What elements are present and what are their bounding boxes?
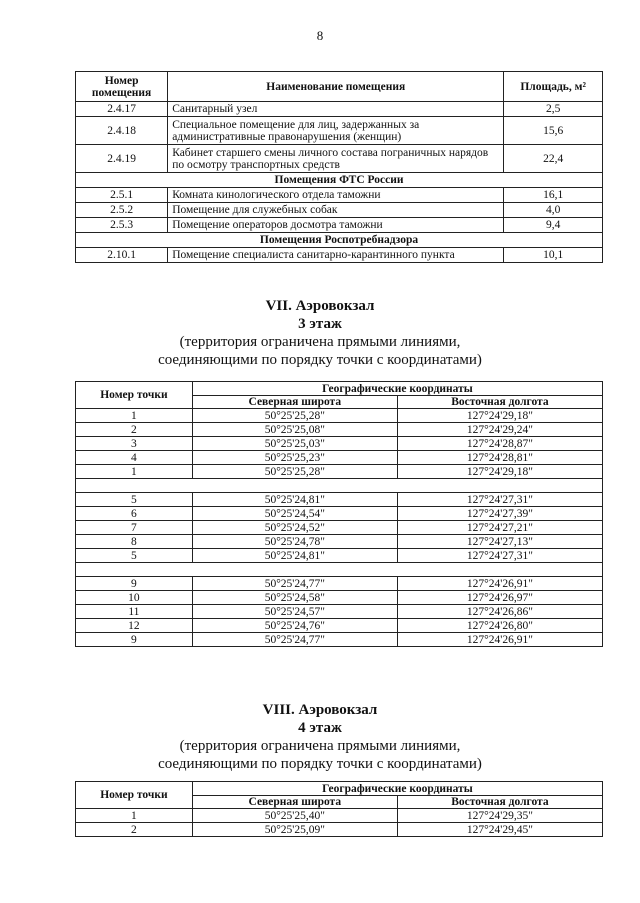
north-latitude: 50°25'25,28" <box>192 409 397 423</box>
room-number: 2.5.2 <box>76 203 168 218</box>
room-number: 2.4.18 <box>76 117 168 145</box>
east-longitude: 127°24'29,24" <box>397 423 602 437</box>
page-number: 8 <box>316 28 324 43</box>
east-longitude: 127°24'27,31" <box>397 549 602 563</box>
point-number: 9 <box>76 577 193 591</box>
spacer-row <box>76 563 603 577</box>
east-longitude: 127°24'29,45" <box>397 823 602 837</box>
north-latitude: 50°25'25,23" <box>192 451 397 465</box>
room-number: 2.4.17 <box>76 102 168 117</box>
point-number: 12 <box>76 619 193 633</box>
coordinate-row <box>76 521 603 535</box>
header-room-name: Наименование помещения <box>168 72 504 102</box>
coordinate-row <box>76 605 603 619</box>
coordinates-table-floor3-body <box>76 409 603 647</box>
header-north-latitude: Северная широта <box>192 396 397 409</box>
east-longitude: 127°24'26,97" <box>397 591 602 605</box>
east-longitude: 127°24'28,87" <box>397 437 602 451</box>
header-room-number: Номер помещения <box>76 72 168 102</box>
east-longitude: 127°24'27,21" <box>397 521 602 535</box>
room-row <box>76 248 603 263</box>
north-latitude: 50°25'24,77" <box>192 633 397 647</box>
section8-floor: 4 этаж <box>298 720 342 736</box>
rooms-table-header <box>76 72 603 102</box>
room-name: Комната кинологического отдела таможни <box>168 188 504 203</box>
room-row <box>76 218 603 233</box>
north-latitude: 50°25'24,76" <box>192 619 397 633</box>
header-point-number: Номер точки <box>76 382 193 409</box>
point-number: 1 <box>76 409 193 423</box>
section7-description-line1: (территория ограничена прямыми линиями, <box>179 334 461 350</box>
room-area: 2,5 <box>504 102 603 117</box>
spacer-cell <box>76 479 603 493</box>
coordinate-row <box>76 591 603 605</box>
coordinates-table-floor4-body <box>76 809 603 837</box>
east-longitude: 127°24'26,91" <box>397 633 602 647</box>
point-number: 1 <box>76 809 193 823</box>
room-name: Кабинет старшего смены личного состава пограничных нарядов по осмотру транспортных средств <box>168 145 504 173</box>
point-number: 7 <box>76 521 193 535</box>
north-latitude: 50°25'24,81" <box>192 549 397 563</box>
room-name: Санитарный узел <box>168 102 504 117</box>
header-east-longitude: Восточная долгота <box>397 396 602 409</box>
room-name: Специальное помещение для лиц, задержанных за административные правонарушения (женщин) <box>168 117 504 145</box>
room-name: Помещение для служебных собак <box>168 203 504 218</box>
room-area: 10,1 <box>504 248 603 263</box>
east-longitude: 127°24'26,80" <box>397 619 602 633</box>
room-name: Помещение операторов досмотра таможни <box>168 218 504 233</box>
point-number: 6 <box>76 507 193 521</box>
coordinate-row <box>76 633 603 647</box>
point-number: 3 <box>76 437 193 451</box>
coordinate-row <box>76 437 603 451</box>
rooms-table <box>75 71 603 263</box>
north-latitude: 50°25'25,08" <box>192 423 397 437</box>
east-longitude: 127°24'28,81" <box>397 451 602 465</box>
room-row <box>76 102 603 117</box>
east-longitude: 127°24'27,31" <box>397 493 602 507</box>
north-latitude: 50°25'24,52" <box>192 521 397 535</box>
room-area: 22,4 <box>504 145 603 173</box>
north-latitude: 50°25'24,78" <box>192 535 397 549</box>
east-longitude: 127°24'27,39" <box>397 507 602 521</box>
coordinate-row <box>76 809 603 823</box>
point-number: 2 <box>76 823 193 837</box>
room-row <box>76 188 603 203</box>
east-longitude: 127°24'29,18" <box>397 465 602 479</box>
spacer-row <box>76 479 603 493</box>
spacer-cell <box>76 563 603 577</box>
room-row <box>76 145 603 173</box>
north-latitude: 50°25'25,28" <box>192 465 397 479</box>
section7-title: VII. Аэровокзал <box>265 298 375 314</box>
header-north-latitude: Северная широта <box>192 796 397 809</box>
north-latitude: 50°25'24,57" <box>192 605 397 619</box>
coordinate-row <box>76 823 603 837</box>
point-number: 5 <box>76 549 193 563</box>
header-point-number: Номер точки <box>76 782 193 809</box>
point-number: 11 <box>76 605 193 619</box>
coordinate-row <box>76 409 603 423</box>
room-number: 2.10.1 <box>76 248 168 263</box>
room-number: 2.5.1 <box>76 188 168 203</box>
east-longitude: 127°24'26,91" <box>397 577 602 591</box>
header-geo-coordinates: Географические координаты <box>192 782 602 796</box>
coordinate-row <box>76 451 603 465</box>
coordinate-row <box>76 423 603 437</box>
room-group-title: Помещения Роспотребнадзора <box>76 233 603 248</box>
section7-heading <box>0 297 640 369</box>
room-name: Помещение специалиста санитарно-карантинного пункта <box>168 248 504 263</box>
east-longitude: 127°24'29,35" <box>397 809 602 823</box>
point-number: 5 <box>76 493 193 507</box>
room-number: 2.5.3 <box>76 218 168 233</box>
room-group-title: Помещения ФТС России <box>76 173 603 188</box>
east-longitude: 127°24'29,18" <box>397 409 602 423</box>
coordinates-table-floor3 <box>75 381 603 647</box>
room-group-row <box>76 173 603 188</box>
coordinate-row <box>76 535 603 549</box>
room-area: 15,6 <box>504 117 603 145</box>
room-area: 9,4 <box>504 218 603 233</box>
coordinate-row <box>76 619 603 633</box>
rooms-table-body <box>76 102 603 263</box>
point-number: 9 <box>76 633 193 647</box>
section8-description-line2: соединяющими по порядку точки с координатами) <box>158 756 482 772</box>
point-number: 4 <box>76 451 193 465</box>
coordinates-table-floor4 <box>75 781 603 837</box>
coordinate-row <box>76 507 603 521</box>
point-number: 2 <box>76 423 193 437</box>
north-latitude: 50°25'24,54" <box>192 507 397 521</box>
section8-title: VIII. Аэровокзал <box>262 702 378 718</box>
room-area: 16,1 <box>504 188 603 203</box>
point-number: 1 <box>76 465 193 479</box>
header-room-area: Площадь, м² <box>504 72 603 102</box>
section7-description-line2: соединяющими по порядку точки с координатами) <box>158 352 482 368</box>
north-latitude: 50°25'24,77" <box>192 577 397 591</box>
north-latitude: 50°25'25,03" <box>192 437 397 451</box>
coordinate-row <box>76 465 603 479</box>
header-east-longitude: Восточная долгота <box>397 796 602 809</box>
east-longitude: 127°24'27,13" <box>397 535 602 549</box>
coordinate-row <box>76 549 603 563</box>
room-row <box>76 117 603 145</box>
room-number: 2.4.19 <box>76 145 168 173</box>
point-number: 8 <box>76 535 193 549</box>
room-area: 4,0 <box>504 203 603 218</box>
north-latitude: 50°25'25,09" <box>192 823 397 837</box>
north-latitude: 50°25'25,40" <box>192 809 397 823</box>
header-geo-coordinates: Географические координаты <box>192 382 602 396</box>
room-group-row <box>76 233 603 248</box>
coordinate-row <box>76 577 603 591</box>
section7-floor: 3 этаж <box>298 316 342 332</box>
point-number: 10 <box>76 591 193 605</box>
coordinate-row <box>76 493 603 507</box>
section8-heading <box>0 701 640 773</box>
section8-description-line1: (территория ограничена прямыми линиями, <box>179 738 461 754</box>
room-row <box>76 203 603 218</box>
north-latitude: 50°25'24,81" <box>192 493 397 507</box>
north-latitude: 50°25'24,58" <box>192 591 397 605</box>
east-longitude: 127°24'26,86" <box>397 605 602 619</box>
